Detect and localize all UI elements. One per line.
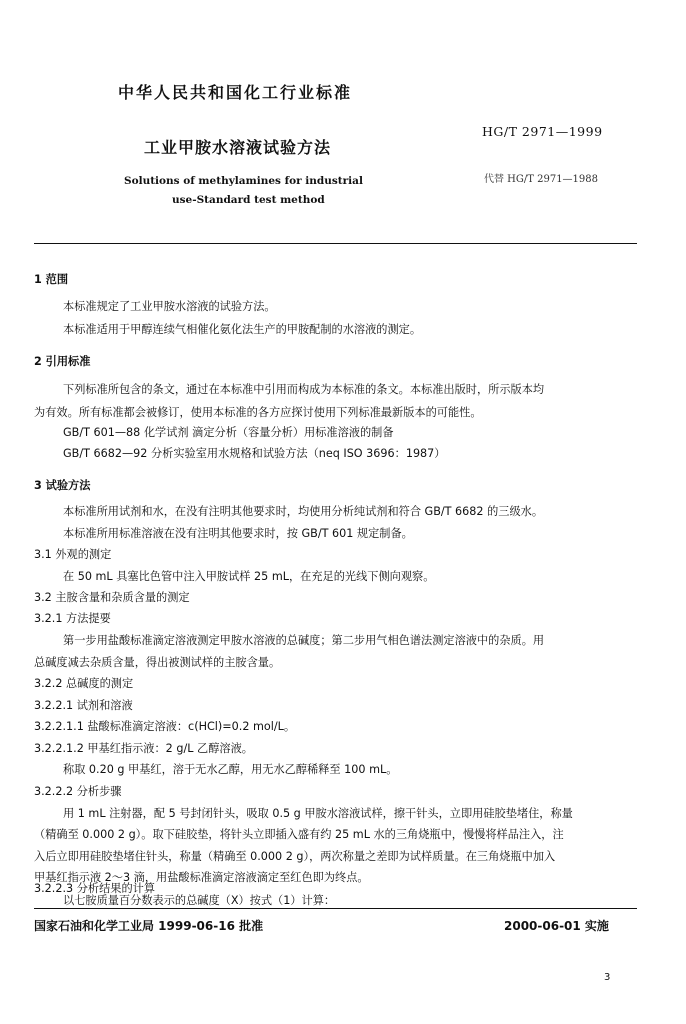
section-2-heading: 2 引用标准 <box>34 355 91 368</box>
paragraph-line: 本标准规定了工业甲胺水溶液的试验方法。 <box>63 300 276 313</box>
replaces-note: 代替 HG/T 2971—1988 <box>484 174 599 185</box>
subsection-heading: 3.2.2.3 分析结果的计算 <box>34 882 156 895</box>
paragraph-line: 在 50 mL 具塞比色管中注入甲胺试样 25 mL，在充足的光线下侧向观察。 <box>63 570 435 583</box>
paragraph-line: 为有效。所有标准都会被修订，使用本标准的各方应探讨使用下列标准最新版本的可能性。 <box>34 406 482 419</box>
subsection-heading: 3.2.2.1.1 盐酸标准滴定溶液：c(HCl)=0.2 mol/L。 <box>34 720 296 733</box>
paragraph-line: 甲基红指示液 2～3 滴，用盐酸标准滴定溶液滴定至红色即为终点。 <box>34 871 369 884</box>
paragraph-line: 入后立即用硅胶垫堵住针头，称量（精确至 0.000 2 g），两次称量之差即为试样质量。在三角烧瓶中加入 <box>34 850 556 863</box>
english-title-line-2: use-Standard test method <box>172 194 325 206</box>
standard-code: HG/T 2971—1999 <box>482 124 603 139</box>
paragraph-line: 下列标准所包含的条文，通过在本标准中引用而构成为本标准的条文。本标准出版时，所示版本均 <box>63 383 545 396</box>
paragraph-line: 用 1 mL 注射器，配 5 号封闭针头，吸取 0.5 g 甲胺水溶液试样，擦干针头，立即用硅胶垫堵住，称量 <box>63 807 573 820</box>
paragraph-line: （精确至 0.000 2 g）。取下硅胶垫，将针头立即插入盛有约 25 mL 水的三角烧瓶中，慢慢将样品注入，注 <box>34 828 564 841</box>
effective-date: 2000-06-01 实施 <box>504 919 609 933</box>
paragraph-line: 称取 0.20 g 甲基红，溶于无水乙醇，用无水乙醇稀释至 100 mL。 <box>63 763 398 776</box>
section-1-heading: 1 范围 <box>34 273 69 286</box>
header-divider <box>34 243 637 244</box>
paragraph-line: 总碱度减去杂质含量，得出被测试样的主胺含量。 <box>34 656 281 669</box>
paragraph-line: 第一步用盐酸标准滴定溶液测定甲胺水溶液的总碱度；第二步用气相色谱法测定溶液中的杂质。用 <box>63 634 545 647</box>
subsection-heading: 3.2.2 总碱度的测定 <box>34 677 134 690</box>
page-number: 3 <box>604 972 611 983</box>
subsection-heading: 3.2.2.1.2 甲基红指示液：2 g/L 乙醇溶液。 <box>34 742 253 755</box>
section-3-heading: 3 试验方法 <box>34 479 91 492</box>
paragraph-line: 本标准所用试剂和水，在没有注明其他要求时，均使用分析纯试剂和符合 GB/T 6682 的三级水。 <box>63 505 544 518</box>
subsection-heading: 3.2.2.2 分析步骤 <box>34 785 122 798</box>
subsection-heading: 3.2.1 方法提要 <box>34 612 111 625</box>
paragraph-line: 本标准适用于甲醇连续气相催化氨化法生产的甲胺配制的水溶液的测定。 <box>63 323 422 336</box>
standard-body-heading: 中华人民共和国化工行业标准 <box>118 83 353 102</box>
footer-divider <box>34 908 637 909</box>
subsection-heading: 3.1 外观的测定 <box>34 548 112 561</box>
subsection-heading: 3.2.2.1 试剂和溶液 <box>34 699 133 712</box>
subsection-heading: 3.2 主胺含量和杂质含量的测定 <box>34 591 190 604</box>
reference-line: GB/T 601—88 化学试剂 滴定分析（容量分析）用标准溶液的制备 <box>63 426 394 439</box>
english-title-line-1: Solutions of methylamines for industrial <box>124 175 363 187</box>
approval-note: 国家石油和化学工业局 1999-06-16 批准 <box>34 919 264 933</box>
reference-line: GB/T 6682—92 分析实验室用水规格和试验方法（neq ISO 3696：1987） <box>63 447 446 460</box>
paragraph-line: 以七胺质量百分数表示的总碱度（X）按式（1）计算： <box>63 894 336 907</box>
document-title: 工业甲胺水溶液试验方法 <box>144 138 332 157</box>
paragraph-line: 本标准所用标准溶液在没有注明其他要求时，按 GB/T 601 规定制备。 <box>63 527 413 540</box>
